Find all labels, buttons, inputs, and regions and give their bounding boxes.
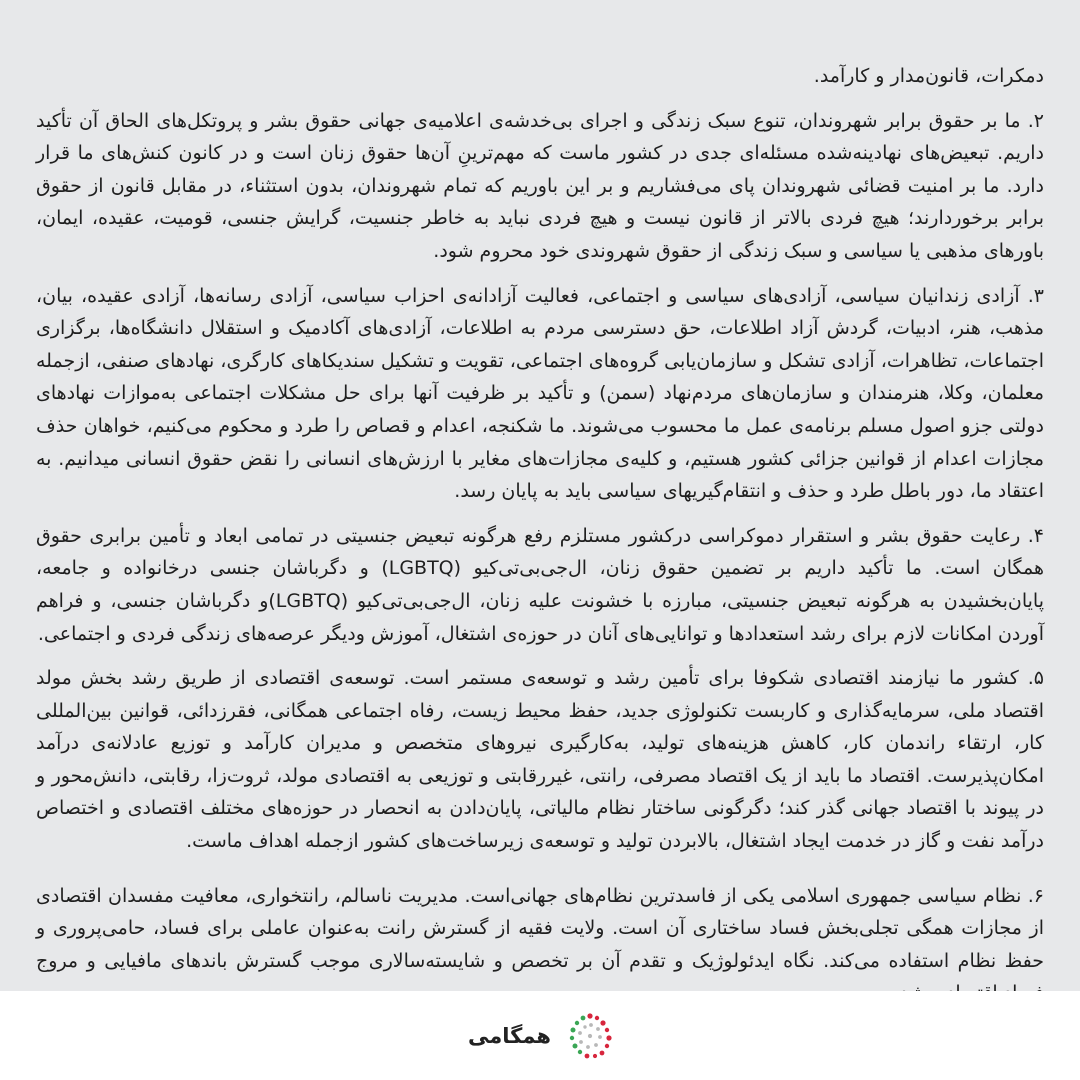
paragraph-3-freedoms: ۳. آزادی زندانیان سیاسی، آزادی‌های سیاسی و اجتماعی، فعالیت آزادانه‌ی احزاب سیاسی، آزادی رسانه‌ها، آزادی عقیده، بیان، مذهب، هنر، ادبیات، گردش آزاد اطلاعات، حق دسترسی مردم به اطلاعات، آزادی‌های آکادمیک و استقلال دانشگاه‌ها، برگزاری اجتماعات، تظاهرات، آزادی تشکل و سازمان‌یابی گروه‌های اجتماعی، تقویت و تشکیل سندیکاهای کارگری، نهادهای صنفی، ازجمله معلمان، وکلا، هنرمندان و سازمان‌های مردم‌نهاد (سمن) و تأکید بر ظرفیت آنها برای حل مشکلات اجتماعی به‌موازات نهادهای دولتی جزو اصول مسلم برنامه‌ی عمل ما محسوب می‌شوند. ما شکنجه، اعدام و قصاص را طرد و محکوم می‌کنیم، خواهان حذف مجازات اعدام از قوانین جزائی کشور هستیم، و کلیه‌ی مجازات‌های مغایر با ارزش‌های انسانی را نقض حقوق انسانی میدانیم. به اعتقاد ما، دور باطل طرد و حذف و انتقام‌گیریهای سیاسی باید به پایان رسد. — [36, 284, 1044, 503]
brand-lockup — [468, 1009, 617, 1063]
paragraph-5-economy: ۵. کشور ما نیازمند اقتصادی شکوفا برای تأمین رشد و توسعه‌ی مستمر است. توسعه‌ی اقتصادی از طریق رشد بخش مولد اقتصاد ملی، سرمایه‌گذاری و کاربست تکنولوژی جدید، حفظ محیط زیست، رفاه اجتماعی همگانی، فقرزدائی، قوانین بین‌المللی کار، ارتقاء راندمان کار، کاهش هزینه‌های تولید، به‌کارگیری نیروهای متخصص و مدیران کارآمد و توزیع عادلانه‌ی درآمد امکان‌پذیرست. اقتصاد ما باید از یک اقتصاد مصرفی، رانتی، غیررقابتی و توزیعی به اقتصادی مولد، ثروت‌زا، رقابتی، دانش‌محور و در پیوند با اقتصاد جهانی گذر کند؛ دگرگونی ساختار نظام مالیاتی، پایان‌دادن به انحصار در حوزه‌های مختلف اقتصادی و اختصاص درآمد نفت و گاز در خدمت ایجاد اشتغال، بالابردن تولید و توسعه‌ی زیرساخت‌های کشور ازجمله اهداف ماست. — [36, 667, 1044, 853]
footer-bar — [0, 991, 1080, 1080]
paragraph-intro-line: دمکرات، قانون‌مدار و کارآمد. — [813, 65, 1044, 87]
paragraph-6-corruption: ۶. نظام سیاسی جمهوری اسلامی یکی از فاسدترین نظام‌های جهانی‌است. مدیریت ناسالم، رانتخواری، معافیت مفسدان اقتصادی از مجازات همگی تجلی‌بخش فساد ساختاری آن است. ولایت فقیه از گسترش رانت به‌عنوان عاملی برای فساد، حامی‌پروری و حفظ نظام استفاده می‌کند. نگاه ایدئولوژیک و تقدم آن بر تخصص و شایسته‌سالاری موجب گسترش باندهای مافیایی و مروج — [36, 884, 1044, 972]
brand-name: همگامی — [468, 1024, 551, 1048]
document-body — [36, 60, 1044, 985]
paragraph-2-equal-rights: ۲. ما بر حقوق برابر شهروندان، تنوع سبک زندگی و اجرای بی‌خدشه‌ی اعلامیه‌ی جهانی حقوق بشر و پروتکل‌های الحاق آن تأکید داریم. تبعیض‌های نهادینه‌شده مسئله‌ای جدی در کشور ماست که مهم‌ترینِ آن‌ها حقوق زنان است و در کانون کنش‌های ما قرار دارد. ما بر امنیت قضائی شهروندان پای می‌فشاریم و بر این باوریم که تمام شهروندان، بدون استثناء، در مقابل قانون از حقوق برابر برخوردارند؛ هیچ فردی بالاتر از قانون نیست و هیچ فردی نباید به خاطر جنسیت، گرایش جنسی، قومیت، عقیده، ایمان، باورهای مذهبی یا سیاسی و سبک زندگی از حقوق شهروندی خود محروم شود. — [36, 109, 1044, 262]
hamgami-dot-cluster-icon — [563, 1009, 617, 1063]
paragraph-4-gender-equality: ۴. رعایت حقوق بشر و استقرار دموکراسی درکشور مستلزم رفع هرگونه تبعیض جنسیتی در تمامی ابعاد و تأمین برابری حقوق همگان است. ما تأکید داریم بر تضمین حقوق زنان، ال‌جی‌بی‌تی‌کیو (LGBTQ) و دگرباشان جنسی درخانواده و جامعه، پایان‌بخشیدن به هرگونه تبعیض جنسیتی، مبارزه با خشونت علیه زنان، ال‌جی‌بی‌تی‌کیو (LGBTQ)و دگرباشان جنسی، و فراهم آوردن امکانات لازم برای رشد استعدادها و توانایی‌های آنان در حوزه‌ی اشتغال، آموزش ودیگر عرصه‌های زندگی فردی و اجتماعی. — [36, 524, 1045, 645]
